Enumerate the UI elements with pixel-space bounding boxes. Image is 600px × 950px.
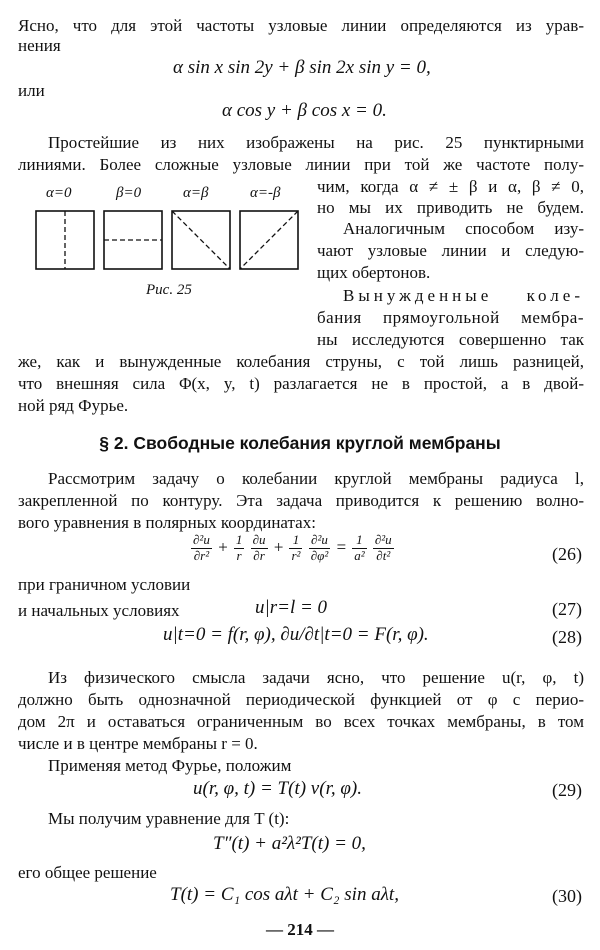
text-line: закрепленной по контуру. Эта задача приводится к решению волно- xyxy=(18,491,584,510)
text-line: бания прямоугольной мембра- xyxy=(317,308,584,327)
text-line: числе и в центре мембраны r = 0. xyxy=(18,734,258,753)
text-line: должно быть однозначной периодической функцией от φ с перио- xyxy=(18,690,584,709)
figure-caption: Рис. 25 xyxy=(146,282,192,298)
operator: + xyxy=(217,537,229,557)
nodal-line-antidiagonal xyxy=(240,211,298,269)
equation-28: u|t=0 = f(r, φ), ∂u/∂t|t=0 = F(r, φ). xyxy=(163,624,429,645)
equation-number: (29) xyxy=(552,780,582,800)
operator: + xyxy=(272,537,285,557)
fraction-numerator: 1 xyxy=(352,533,366,549)
fraction-numerator: ∂²u xyxy=(374,532,392,547)
text-line: Вынужденные коле- xyxy=(343,286,584,305)
equation-number: (30) xyxy=(552,886,582,906)
text-line: Ясно, что для этой частоты узловые линии определяются из урав- xyxy=(18,16,584,35)
operator: = xyxy=(335,537,347,557)
fraction-numerator: ∂²u xyxy=(193,532,210,547)
figure-25 xyxy=(28,186,308,306)
fraction-denominator: a² xyxy=(354,547,365,563)
text-line: чим, когда α ≠ ± β и α, β ≠ 0, xyxy=(317,177,584,196)
equation: α cos y + β cos x = 0. xyxy=(222,100,387,121)
section-title: § 2. Свободные колебания круглой мембраны xyxy=(99,433,501,453)
text-line: его общее решение xyxy=(18,863,157,882)
text-line: но мы их приводить не будем. xyxy=(317,198,584,217)
fraction-denominator: r² xyxy=(291,547,301,563)
fraction-numerator: ∂²u xyxy=(309,533,331,549)
nodal-line-diagonal xyxy=(172,211,230,269)
equation-number: (26) xyxy=(552,544,582,564)
fraction-denominator: ∂φ² xyxy=(310,547,329,563)
equation-30: T(t) = C₁ cos aλt + C₂ sin aλt, xyxy=(170,884,399,905)
text-line: ны исследуются совершенно так xyxy=(317,330,584,349)
text-line: при граничном условии xyxy=(18,575,191,594)
text-line: вого уравнения в полярных координатах: xyxy=(18,513,316,532)
equation: α sin x sin 2y + β sin 2x sin y = 0, xyxy=(173,57,431,78)
text-line: же, как и вынужденные колебания струны, с той лишь разницей, xyxy=(18,352,584,371)
equation: T″(t) + a²λ²T(t) = 0, xyxy=(213,833,366,854)
text-line: и начальных условиях xyxy=(18,601,180,620)
text-line: Рассмотрим задачу о колебании круглой мембраны радиуса l, xyxy=(48,469,584,488)
equation-number: (28) xyxy=(552,627,582,647)
figure-label: β=0 xyxy=(116,185,142,201)
figure-label: α=-β xyxy=(250,185,281,201)
fraction-numerator: 1 xyxy=(235,532,243,547)
equation-29: u(r, φ, t) = T(t) v(r, φ). xyxy=(193,778,362,799)
text-line: дом 2π и оставаться ограниченным во всех точках мембраны, в том xyxy=(18,712,584,731)
text-line: Аналогичным способом изу- xyxy=(343,219,584,238)
fraction-denominator: ∂r xyxy=(253,547,265,563)
fraction-numerator: ∂u xyxy=(252,532,266,547)
page-number: — 214 — xyxy=(266,920,334,939)
text-line: Применяя метод Фурье, положим xyxy=(48,756,292,775)
text-line: ной ряд Фурье. xyxy=(18,396,129,415)
fraction-denominator: ∂r² xyxy=(193,547,210,563)
equation-number: (27) xyxy=(552,599,582,619)
text-line: щих обертонов. xyxy=(317,263,431,282)
text-line: нения xyxy=(18,36,61,55)
fraction-numerator: 1 xyxy=(289,533,302,549)
text-line: или xyxy=(18,81,45,100)
figure-label: α=0 xyxy=(46,185,72,201)
figure-label: α=β xyxy=(183,185,209,201)
text-line: что внешняя сила Φ(x, y, t) разлагается не в простой, а в двой- xyxy=(18,374,584,393)
equation-26 xyxy=(190,533,395,564)
text-line: Мы получим уравнение для T (t): xyxy=(48,809,290,828)
text-line: линиями. Более сложные узловые линии при той же частоте полу- xyxy=(18,155,584,174)
fraction-denominator: ∂t² xyxy=(376,547,391,563)
text-line: чают узловые линии и следую- xyxy=(317,241,584,260)
text-line: Простейшие из них изображены на рис. 25 пунктирными xyxy=(48,133,584,152)
equation-27: u|r=l = 0 xyxy=(255,597,328,618)
text-line: Из физического смысла задачи ясно, что решение u(r, φ, t) xyxy=(48,668,584,687)
fraction-denominator: r xyxy=(236,547,242,563)
